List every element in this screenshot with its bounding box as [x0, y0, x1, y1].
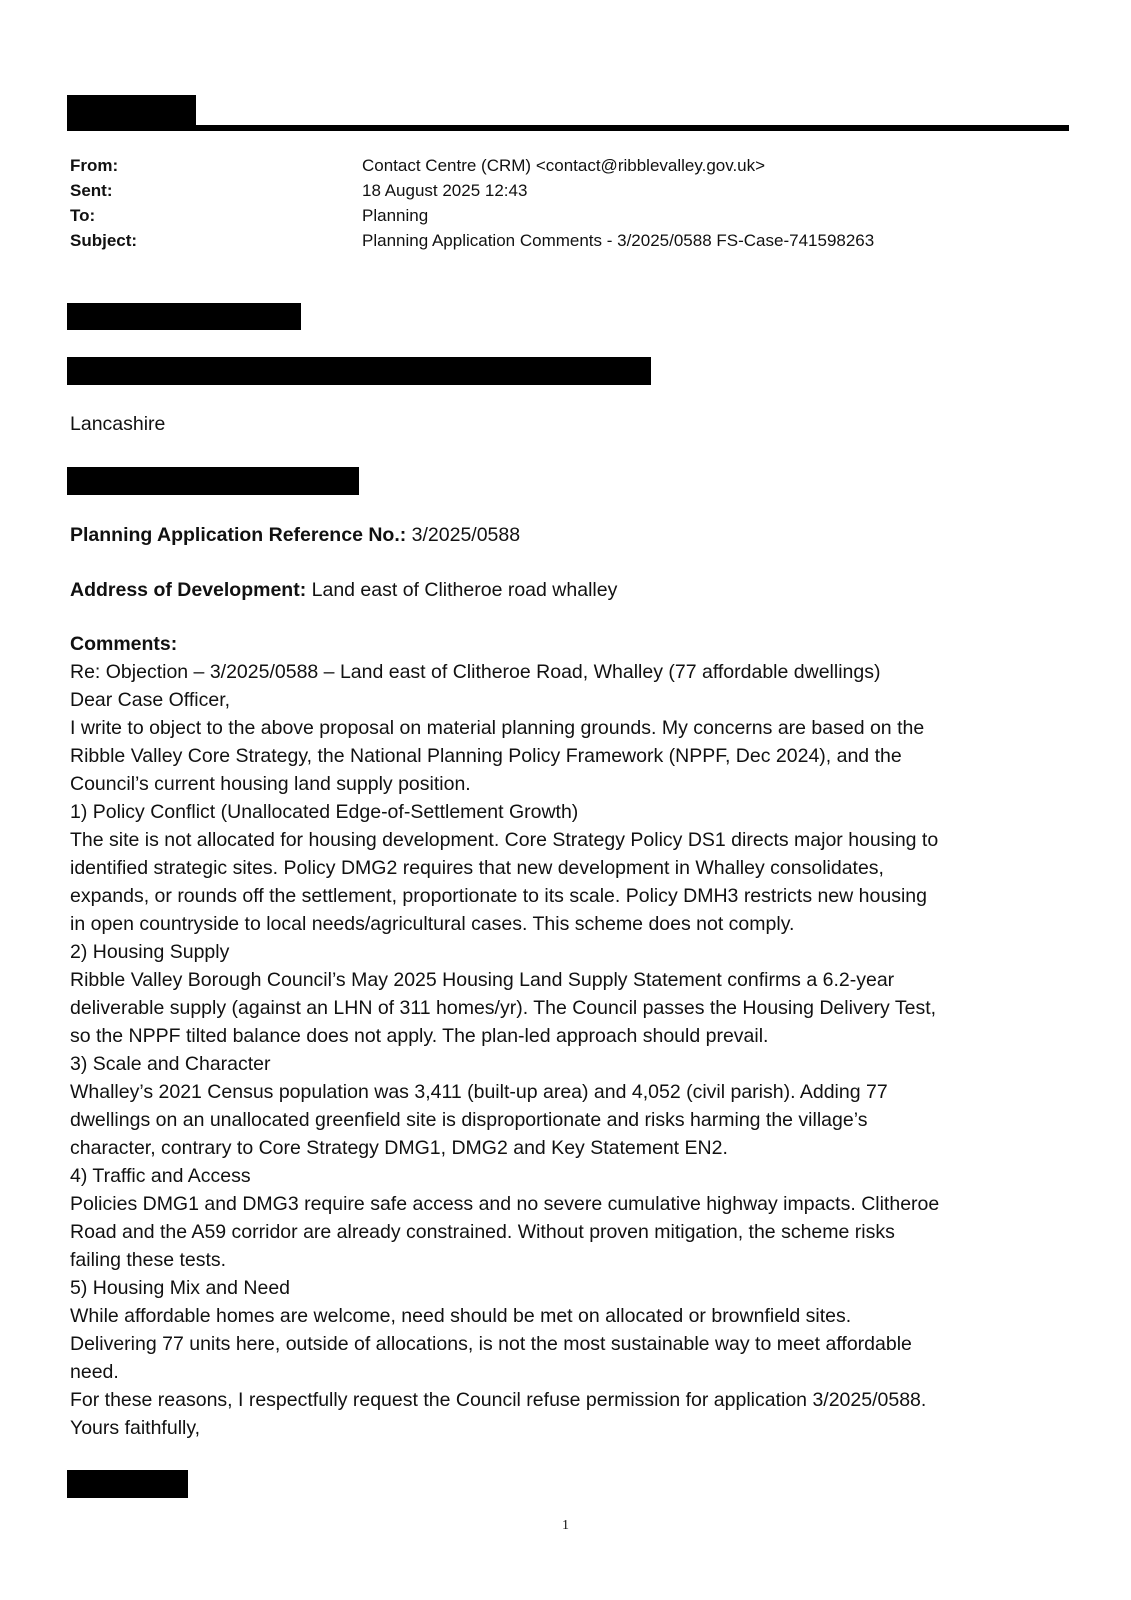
redaction-block-postcode — [67, 467, 359, 495]
comment-line: I write to object to the above proposal on material planning grounds. My concerns are based on the — [70, 717, 925, 739]
from-value: Contact Centre (CRM) <contact@ribblevalley.gov.uk> — [362, 156, 766, 175]
from-row — [70, 153, 874, 178]
comment-line: 1) Policy Conflict (Unallocated Edge-of-Settlement Growth) — [70, 801, 579, 823]
comment-line: For these reasons, I respectfully request the Council refuse permission for application 3/2025/0588. — [70, 1389, 927, 1411]
redaction-block-sender-name — [67, 95, 196, 127]
to-row — [70, 203, 874, 228]
comment-line: 3) Scale and Character — [70, 1053, 271, 1075]
comment-line: 4) Traffic and Access — [70, 1165, 251, 1187]
from-label: From: — [70, 156, 119, 175]
comment-line: character, contrary to Core Strategy DMG1, DMG2 and Key Statement EN2. — [70, 1137, 728, 1159]
redaction-block-name — [67, 303, 301, 330]
comment-line: Ribble Valley Borough Council’s May 2025 Housing Land Supply Statement confirms a 6.2-year — [70, 969, 895, 991]
comment-line: 5) Housing Mix and Need — [70, 1277, 291, 1299]
to-value: Planning — [362, 206, 429, 225]
reference-value: 3/2025/0588 — [406, 524, 521, 546]
development-address — [70, 576, 1070, 604]
address-county: Lancashire — [70, 413, 166, 435]
comment-line: dwellings on an unallocated greenfield site is disproportionate and risks harming the village’s — [70, 1109, 868, 1131]
comment-line: Re: Objection – 3/2025/0588 – Land east of Clitheroe Road, Whalley (77 affordable dwellings) — [70, 661, 881, 683]
comment-line: deliverable supply (against an LHN of 311 homes/yr). The Council passes the Housing Delivery Test, — [70, 997, 937, 1019]
comment-line: identified strategic sites. Policy DMG2 requires that new development in Whalley consolidates, — [70, 857, 884, 879]
to-label: To: — [70, 206, 96, 225]
email-header — [70, 153, 874, 253]
redaction-block-street — [67, 357, 651, 385]
comment-line: Yours faithfully, — [70, 1417, 201, 1439]
comment-line: expands, or rounds off the settlement, proportionate to its scale. Policy DMH3 restricts new housing — [70, 885, 927, 907]
comment-line: Council’s current housing land supply position. — [70, 773, 471, 795]
comment-line: Dear Case Officer, — [70, 689, 231, 711]
development-address-value: Land east of Clitheroe road whalley — [306, 579, 618, 601]
application-reference — [70, 521, 1070, 549]
comment-line: The site is not allocated for housing development. Core Strategy Policy DS1 directs major housing to — [70, 829, 939, 851]
subject-label: Subject: — [70, 231, 138, 250]
comments-label: Comments: — [70, 633, 178, 655]
comments-body — [70, 658, 1070, 1442]
page-number: 1 — [562, 1518, 569, 1533]
sent-row — [70, 178, 874, 203]
header-rule — [67, 125, 1069, 131]
redaction-block-signature — [67, 1470, 188, 1498]
subject-row — [70, 228, 874, 253]
comment-line: While affordable homes are welcome, need should be met on allocated or brownfield sites. — [70, 1305, 852, 1327]
sent-label: Sent: — [70, 181, 113, 200]
comment-line: Policies DMG1 and DMG3 require safe access and no severe cumulative highway impacts. Clitheroe — [70, 1193, 940, 1215]
reference-label: Planning Application Reference No.: — [70, 524, 407, 546]
comment-line: Delivering 77 units here, outside of allocations, is not the most sustainable way to meet affordable — [70, 1333, 912, 1355]
comment-line: Road and the A59 corridor are already constrained. Without proven mitigation, the scheme risks — [70, 1221, 895, 1243]
comment-line: Whalley’s 2021 Census population was 3,411 (built-up area) and 4,052 (civil parish). Adding 77 — [70, 1081, 888, 1103]
comment-line: need. — [70, 1361, 119, 1383]
comment-line: Ribble Valley Core Strategy, the National Planning Policy Framework (NPPF, Dec 2024), and the — [70, 745, 902, 767]
subject-value: Planning Application Comments - 3/2025/0588 FS-Case-741598263 — [362, 231, 875, 250]
comment-line: in open countryside to local needs/agricultural cases. This scheme does not comply. — [70, 913, 795, 935]
sent-value: 18 August 2025 12:43 — [362, 181, 528, 200]
comment-line: failing these tests. — [70, 1249, 227, 1271]
comment-line: so the NPPF tilted balance does not apply. The plan-led approach should prevail. — [70, 1025, 769, 1047]
development-address-label: Address of Development: — [70, 579, 307, 601]
comment-line: 2) Housing Supply — [70, 941, 230, 963]
